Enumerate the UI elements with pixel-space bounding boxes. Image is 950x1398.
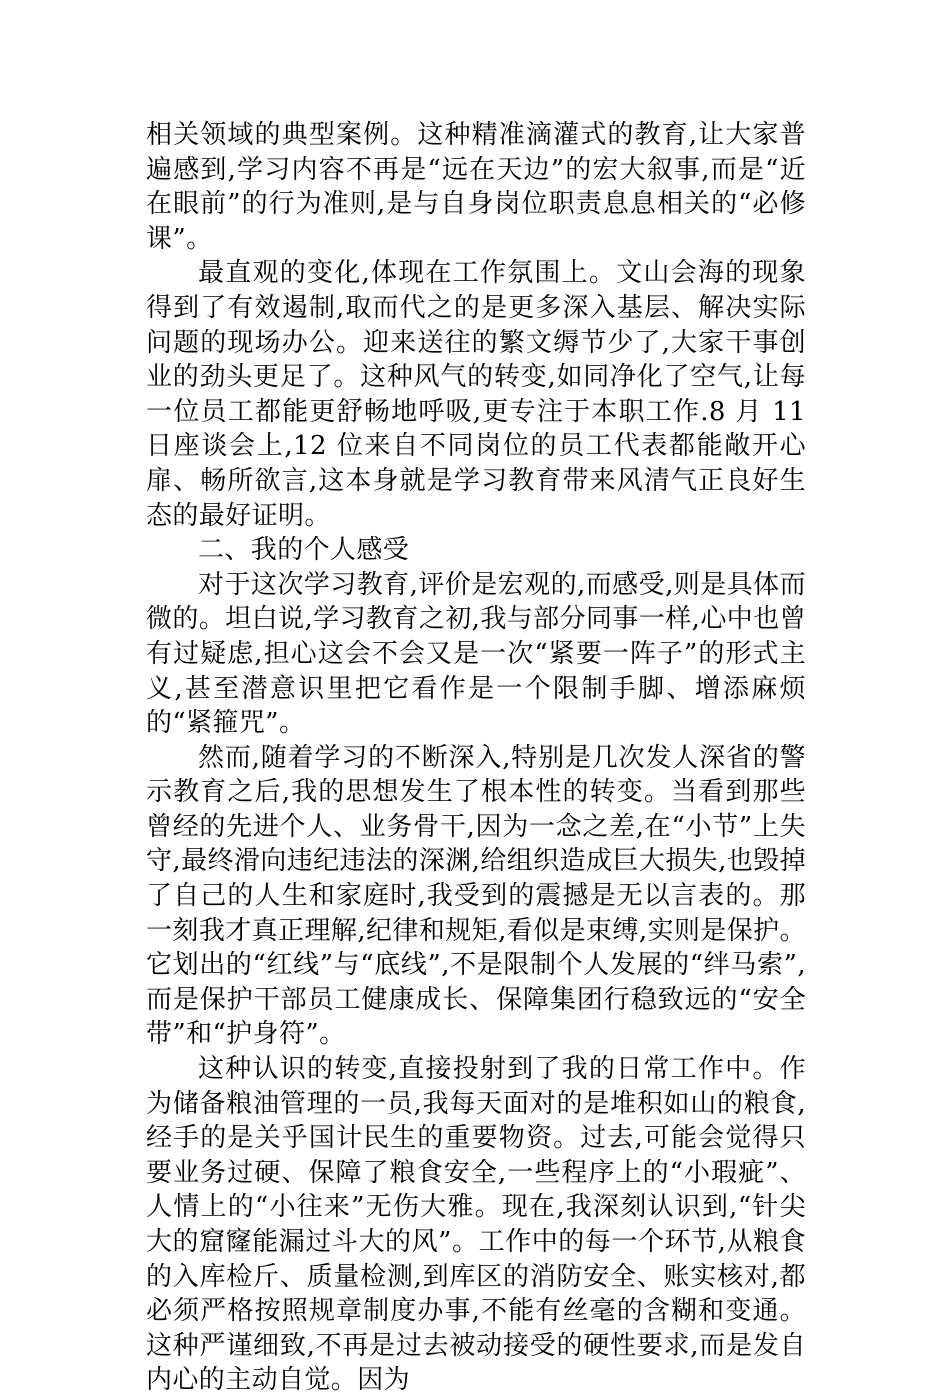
document-page: [146, 118, 806, 1398]
section-heading-personal-feelings: 二、我的个人感受: [198, 535, 410, 566]
paragraph-typical-cases: 相关领域的典型案例。这种精准滴灌式的教育,让大家普遍感到,学习内容不再是“远在天边”的宏大叙事,而是“近在眼前”的行为准则,是与自身岗位职责息息相关的“必修课”。: [146, 120, 806, 254]
paragraph-daily-work: 这种认识的转变,直接投射到了我的日常工作中。作为储备粮油管理的一员,我每天面对的是堆积如山的粮食,经手的是关乎国计民生的重要物资。过去,可能会觉得只要业务过硬、保障了粮食安全,一些程序上的“小瑕疵”、人情上的“小往来”无伤大雅。现在,我深刻认识到,“针尖大的窟窿能漏过斗大的风”。工作中的每一个环节,从粮食的入库检斤、质量检测,到库区的消防安全、账实核对,都必须严格按照规章制度办事,不能有丝毫的含糊和变通。这种严谨细致,不再是过去被动接受的硬性要求,而是发自内心的主动自觉。因为: [146, 1054, 806, 1396]
paragraph-thought-change: 然而,随着学习的不断深入,特别是几次发人深省的警示教育之后,我的思想发生了根本性的转变。当看到那些曾经的先进个人、业务骨干,因为一念之差,在“小节”上失守,最终滑向违纪违法的深渊,给组织造成巨大损失,也毁掉了自己的人生和家庭时,我受到的震撼是无以言表的。那一刻我才真正理解,纪律和规矩,看似是束缚,实则是保护。它划出的“红线”与“底线”,不是限制个人发展的“绊马索”,而是保护干部员工健康成长、保障集团行稳致远的“安全带”和“护身符”。: [146, 742, 806, 1050]
paragraph-initial-doubts: 对于这次学习教育,评价是宏观的,而感受,则是具体而微的。坦白说,学习教育之初,我与部分同事一样,心中也曾有过疑虑,担心这会不会又是一次“紧要一阵子”的形式主义,甚至潜意识里把它看作是一个限制手脚、增添麻烦的“紧箍咒”。: [146, 569, 806, 739]
paragraph-work-atmosphere: 最直观的变化,体现在工作氛围上。文山会海的现象得到了有效遏制,取而代之的是更多深入基层、解决实际问题的现场办公。迎来送往的繁文缛节少了,大家干事创业的劲头更足了。这种风气的转变,如同净化了空气,让每一位员工都能更舒畅地呼吸,更专注于本职工作.8 月 11 日座谈会上,12 位来自不同岗位的员工代表都能敞开心扉、畅所欲言,这本身就是学习教育带来风清气正良好生态的最好证明。: [146, 258, 806, 531]
